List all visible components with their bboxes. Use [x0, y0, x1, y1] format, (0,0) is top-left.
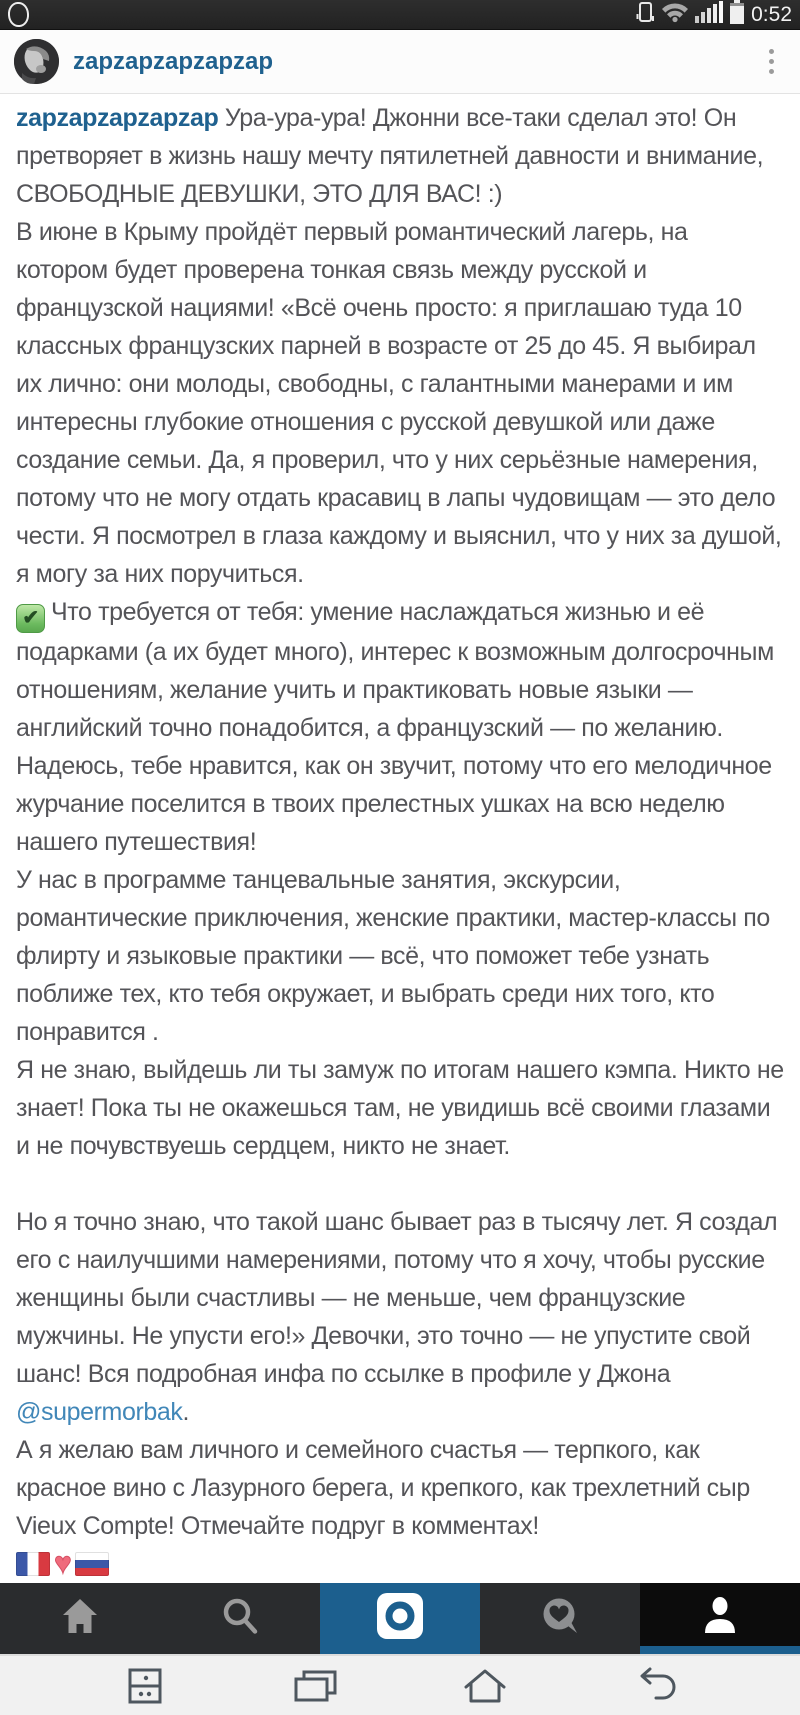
check-mark-emoji: ✔ [16, 604, 45, 633]
caption-paragraph [16, 1051, 784, 1165]
caption-blank-line [16, 1165, 784, 1203]
caption-text: Ура-ура-ура! Джонни все-таки сделал это! Он претворяет в жизнь нашу мечту пятилетней давности и внимание, СВОБОДНЫЕ ДЕВУШКИ, ЭТО ДЛЯ ВАС! :) [16, 104, 764, 208]
instagram-tab-bar [0, 1583, 800, 1654]
caption-paragraph [16, 593, 784, 861]
vibrate-icon [635, 0, 655, 29]
app-header [0, 30, 800, 94]
battery-icon [729, 0, 745, 29]
status-bar-right [635, 0, 792, 29]
caption-text: А я желаю вам личного и семейного счастья — терпкого, как красное вино с Лазурного берега, и крепкого, как трехлетний сыр Vieux Compte! Отмечайте подруг в комментах! [16, 1436, 750, 1540]
tab-home[interactable] [0, 1583, 160, 1654]
caption-content [0, 94, 800, 1583]
russia-flag-emoji [75, 1552, 109, 1576]
overflow-menu-icon[interactable] [757, 41, 786, 82]
drawer-panel-icon[interactable] [100, 1660, 190, 1712]
status-bar [0, 0, 800, 30]
clock-time: 0:52 [751, 3, 792, 26]
heart-emoji: ♥ [54, 1547, 72, 1580]
status-bar-left [8, 2, 29, 27]
recent-apps-icon[interactable] [270, 1660, 360, 1712]
profile-person-icon [699, 1596, 741, 1641]
header-username[interactable]: zapzapzapzapzap [73, 47, 274, 75]
caption-paragraph [16, 1203, 784, 1431]
caption-text: . [182, 1398, 190, 1426]
wifi-icon [661, 1, 689, 28]
caption-paragraph [16, 213, 784, 593]
tab-activity[interactable] [480, 1583, 640, 1654]
tab-search[interactable] [160, 1583, 320, 1654]
android-navbar [0, 1654, 800, 1715]
heart-speech-bubble-icon [539, 1595, 581, 1642]
caption-paragraph [16, 99, 784, 213]
france-flag-emoji [16, 1552, 50, 1576]
caption-paragraph [16, 1431, 784, 1545]
instagram-camera-icon [376, 1592, 424, 1645]
back-return-arrow-icon[interactable] [610, 1660, 700, 1712]
home-icon [59, 1597, 101, 1640]
caption-text: Я не знаю, выйдешь ли ты замуж по итогам нашего кэмпа. Никто не знает! Пока ты не окажешься там, не увидишь всё своими глазами и не почувствуешь сердцем, никто не знает. [16, 1056, 784, 1160]
avatar[interactable] [14, 39, 59, 84]
caption-emoji-row [16, 1545, 784, 1583]
rounded-square-notification-icon [7, 1, 30, 27]
tab-profile[interactable] [640, 1583, 800, 1654]
caption-text: У нас в программе танцевальные занятия, экскурсии, романтические приключения, женские практики, мастер-классы по флирту и языковые практики — всё, что поможет тебе узнать поближе тех, кто тебя окружает, и выбрать среди них того, кто понравится . [16, 866, 770, 1046]
search-icon [220, 1596, 260, 1641]
tab-camera[interactable] [320, 1583, 480, 1654]
caption-text: В июне в Крыму пройдёт первый романтический лагерь, на котором будет проверена тонкая связь между русской и французской нациями! «Всё очень просто: я приглашаю туда 10 классных французских парней в возрасте от 25 до 45. Я выбирал их лично: они молоды, свободны, с галантными манерами и им интересны глубокие отношения с русской девушкой или даже создание семьи. Да, я проверил, что у них серьёзные намерения, потому что не могу отдать красавиц в лапы чудовищам — это дело чести. Я посмотрел в глаза каждому и выяснил, что у них за душой, я могу за них поручиться. [16, 218, 782, 588]
mention-link[interactable]: @supermorbak [16, 1398, 183, 1426]
signal-strength-icon [695, 1, 723, 28]
caption-username-link[interactable]: zapzapzapzapzap [16, 104, 219, 132]
android-home-icon[interactable] [440, 1660, 530, 1712]
selected-tab-indicator [640, 1646, 800, 1654]
caption-text: Что требуется от тебя: умение наслаждаться жизнью и её подарками (а их будет много), интерес к возможным долгосрочным отношениям, желание учить и практиковать новые языки — английский точно понадобится, а французский — по желанию. Надеюсь, тебе нравится, как он звучит, потому что его мелодичное журчание поселится в твоих прелестных ушках на всю неделю нашего путешествия! [16, 598, 774, 856]
caption-paragraph [16, 861, 784, 1051]
caption-text: Но я точно знаю, что такой шанс бывает раз в тысячу лет. Я создал его с наилучшими намерениями, потому что я хочу, чтобы русские женщины были счастливы — не меньше, чем французские мужчины. Не упусти его!» Девочки, это точно — не упустите свой шанс! Вся подробная инфа по ссылке в профиле у Джона [16, 1208, 778, 1388]
